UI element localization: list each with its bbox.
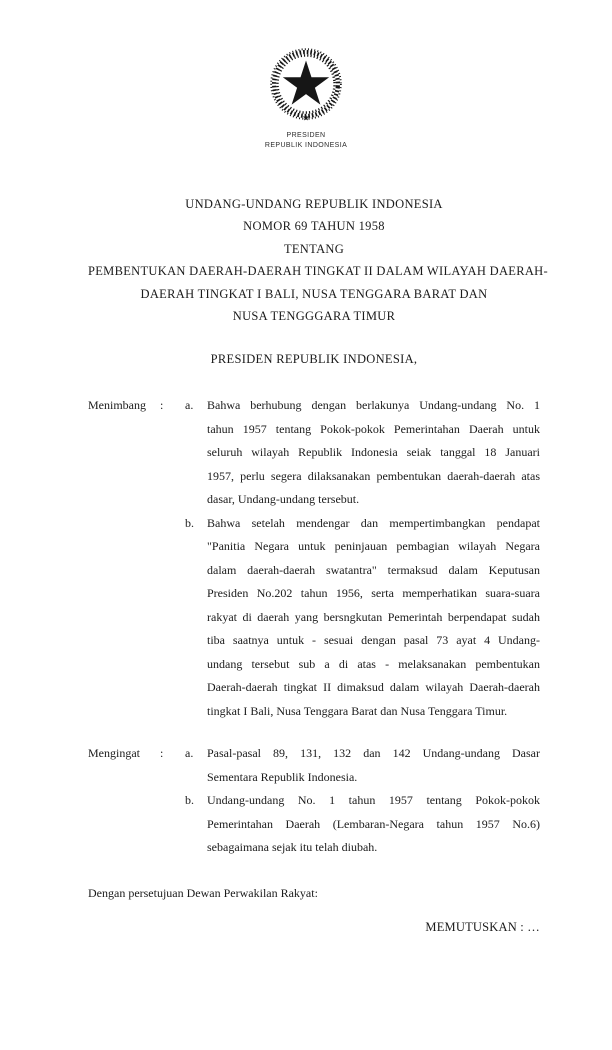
section-label: Menimbang [88, 398, 146, 413]
clause-marker: b. [185, 793, 194, 808]
text-line: tiba saatnya untuk - sesuai dengan pasal 73 ayat 4 Undang- [207, 633, 540, 648]
section-colon: : [160, 746, 164, 761]
salutation-line: PRESIDEN REPUBLIK INDONESIA, [210, 352, 418, 367]
clause-mengingat-b [88, 789, 540, 860]
section-menimbang [88, 394, 540, 723]
text-line: Undang-undang No. 1 tahun 1957 tentang Pokok-pokok [207, 793, 540, 808]
section-colon: : [160, 398, 164, 413]
title-line: DAERAH TINGKAT I BALI, NUSA TENGGARA BARAT DAN [140, 286, 488, 301]
text-line: Bahwa berhubung dengan berlakunya Undang-undang No. 1 [207, 398, 540, 413]
memutuskan-line: MEMUTUSKAN : … [425, 920, 540, 935]
title-line: TENTANG [283, 241, 345, 256]
clause-marker: b. [185, 515, 194, 530]
law-title [88, 193, 548, 327]
clause-text [207, 512, 540, 724]
text-line: "Panitia Negara untuk peninjauan pembagian wilayah Negara [207, 539, 540, 554]
text-line: rakyat di daerah yang bersngkutan Pemerintah berpendapat sudah [207, 609, 540, 624]
text-line: Sementara Republik Indonesia. [207, 769, 358, 784]
section-mengingat [88, 742, 540, 860]
approval-line: Dengan persetujuan Dewan Perwakilan Rakyat: [88, 885, 318, 900]
text-line: 1957, perlu segera dilaksanakan pembentukan daerah-daerah atas [207, 468, 540, 483]
clause-menimbang-a [88, 394, 540, 512]
title-line: NUSA TENGGGARA TIMUR [232, 309, 396, 324]
document-page [0, 42, 612, 1050]
clause-mengingat-a [88, 742, 540, 789]
org-line-republik: REPUBLIK INDONESIA [264, 141, 348, 149]
text-line: dasar, Undang-undang tersebut. [207, 492, 360, 507]
text-line: tahun 1957 tentang Pokok-pokok Pemerintahan Daerah untuk [207, 421, 540, 436]
title-line: NOMOR 69 TAHUN 1958 [243, 219, 385, 234]
text-line: tingkat I Bali, Nusa Tenggara Barat dan Nusa Tenggara Timur. [207, 703, 508, 718]
text-line: Daerah-daerah tingkat II dimaksud dalam wilayah Daerah-daerah [207, 680, 540, 695]
presidential-seal-icon [264, 42, 348, 126]
text-line: undang tersebut sub a di atas - melaksanakan pembentukan [207, 656, 540, 671]
org-title [0, 131, 612, 150]
title-line: UNDANG-UNDANG REPUBLIK INDONESIA [185, 197, 443, 211]
org-line-presiden: PRESIDEN [286, 132, 326, 139]
title-line: PEMBENTUKAN DAERAH-DAERAH TINGKAT II DALAM WILAYAH DAERAH- [88, 264, 548, 279]
section-label-empty [88, 789, 160, 860]
text-line: seluruh wilayah Republik Indonesia seiak tanggal 18 Januari [207, 445, 540, 460]
text-line: Presiden No.202 tahun 1956, serta memperhatikan suara-suara [207, 586, 540, 601]
text-line: sebagaimana sejak itu telah diubah. [207, 840, 378, 855]
clause-text [207, 394, 540, 512]
text-line: Pasal-pasal 89, 131, 132 dan 142 Undang-undang Dasar [207, 746, 540, 761]
clause-marker: a. [185, 398, 194, 413]
section-label-empty [88, 512, 160, 724]
text-line: dalam daerah-daerah swatantra" termaksud dalam Keputusan [207, 562, 540, 577]
clause-text [207, 789, 540, 860]
text-line: Bahwa setelah mendengar dan mempertimbangkan pendapat [207, 515, 540, 530]
section-label: Mengingat [88, 746, 140, 761]
clause-marker: a. [185, 746, 194, 761]
clause-menimbang-b [88, 512, 540, 724]
clause-text [207, 742, 540, 789]
text-line: Pemerintahan Daerah (Lembaran-Negara tahun 1957 No.6) [207, 816, 540, 831]
section-colon-empty [160, 789, 185, 860]
section-colon-empty [160, 512, 185, 724]
